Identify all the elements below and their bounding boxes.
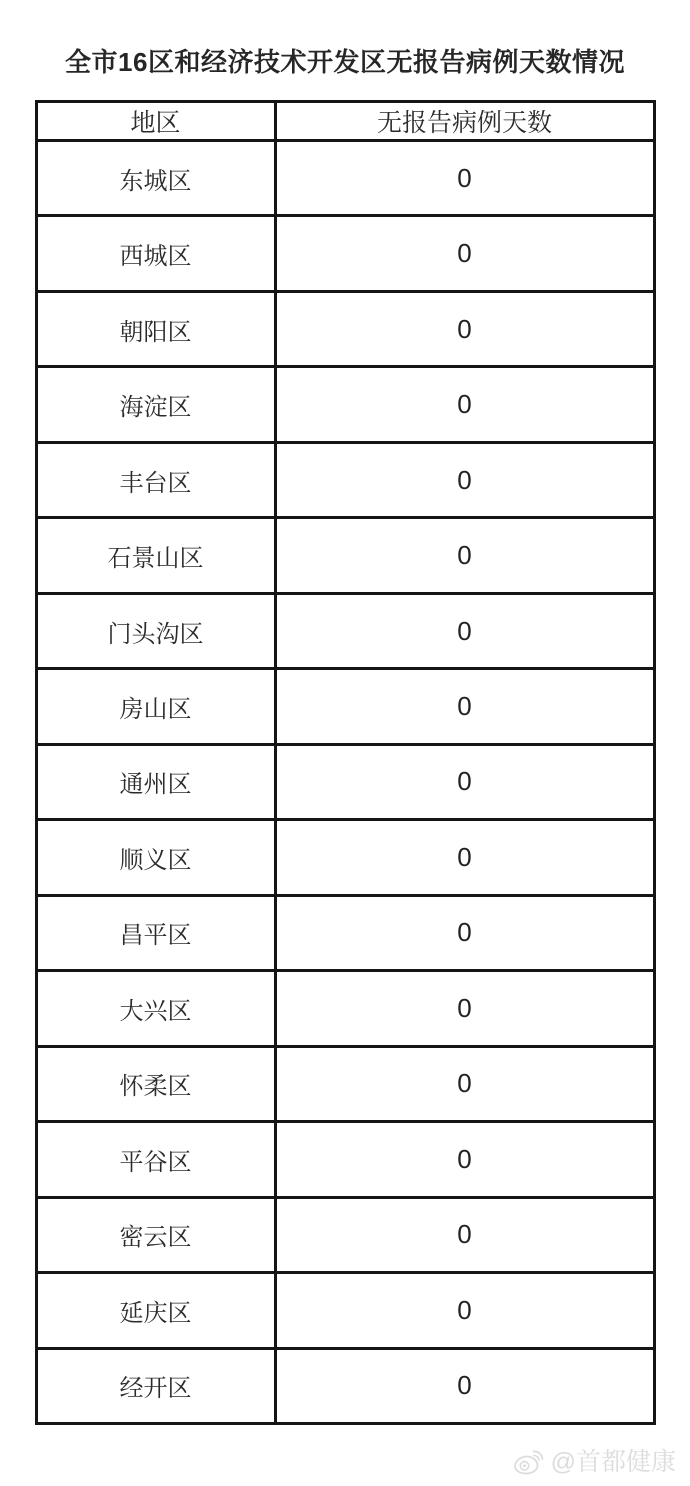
column-header-district: 地区 bbox=[36, 102, 275, 141]
days-cell: 0 bbox=[275, 1122, 654, 1197]
days-cell: 0 bbox=[275, 895, 654, 970]
table-row bbox=[36, 518, 654, 593]
no-case-days-table bbox=[35, 100, 656, 1425]
district-cell: 经开区 bbox=[36, 1348, 275, 1424]
table-row bbox=[36, 593, 654, 668]
table-row bbox=[36, 744, 654, 819]
district-cell: 通州区 bbox=[36, 744, 275, 819]
weibo-icon bbox=[512, 1447, 546, 1477]
table-row bbox=[36, 895, 654, 970]
district-cell: 密云区 bbox=[36, 1197, 275, 1272]
table-row bbox=[36, 1122, 654, 1197]
days-cell: 0 bbox=[275, 1273, 654, 1348]
district-cell: 昌平区 bbox=[36, 895, 275, 970]
district-cell: 顺义区 bbox=[36, 820, 275, 895]
days-cell: 0 bbox=[275, 367, 654, 442]
weibo-watermark bbox=[512, 1444, 676, 1480]
district-cell: 大兴区 bbox=[36, 971, 275, 1046]
district-cell: 丰台区 bbox=[36, 442, 275, 517]
district-cell: 朝阳区 bbox=[36, 291, 275, 366]
days-cell: 0 bbox=[275, 1348, 654, 1424]
days-cell: 0 bbox=[275, 744, 654, 819]
district-cell: 东城区 bbox=[36, 141, 275, 216]
table-row bbox=[36, 367, 654, 442]
table-row bbox=[36, 141, 654, 216]
table-row bbox=[36, 1273, 654, 1348]
table-row bbox=[36, 291, 654, 366]
table-row bbox=[36, 442, 654, 517]
days-cell: 0 bbox=[275, 593, 654, 668]
district-cell: 海淀区 bbox=[36, 367, 275, 442]
district-cell: 怀柔区 bbox=[36, 1046, 275, 1121]
days-cell: 0 bbox=[275, 518, 654, 593]
days-cell: 0 bbox=[275, 216, 654, 291]
district-cell: 房山区 bbox=[36, 669, 275, 744]
days-cell: 0 bbox=[275, 442, 654, 517]
days-cell: 0 bbox=[275, 820, 654, 895]
table-row bbox=[36, 971, 654, 1046]
district-cell: 石景山区 bbox=[36, 518, 275, 593]
days-cell: 0 bbox=[275, 141, 654, 216]
district-cell: 延庆区 bbox=[36, 1273, 275, 1348]
table-row bbox=[36, 669, 654, 744]
days-cell: 0 bbox=[275, 291, 654, 366]
days-cell: 0 bbox=[275, 1197, 654, 1272]
table-row bbox=[36, 820, 654, 895]
district-cell: 西城区 bbox=[36, 216, 275, 291]
table-row bbox=[36, 1348, 654, 1424]
days-cell: 0 bbox=[275, 669, 654, 744]
table-header-row bbox=[36, 102, 654, 141]
page-title: 全市16区和经济技术开发区无报告病例天数情况 bbox=[65, 47, 625, 77]
days-cell: 0 bbox=[275, 1046, 654, 1121]
days-cell: 0 bbox=[275, 971, 654, 1046]
district-cell: 平谷区 bbox=[36, 1122, 275, 1197]
district-cell: 门头沟区 bbox=[36, 593, 275, 668]
table-row bbox=[36, 216, 654, 291]
table-row bbox=[36, 1197, 654, 1272]
table-row bbox=[36, 1046, 654, 1121]
column-header-days: 无报告病例天数 bbox=[275, 102, 654, 141]
watermark-handle: @首都健康 bbox=[550, 1448, 676, 1476]
